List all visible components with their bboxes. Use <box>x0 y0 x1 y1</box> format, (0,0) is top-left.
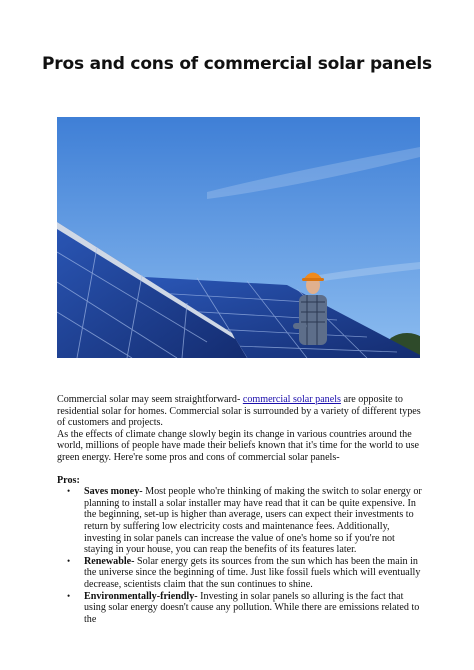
solar-panels-photo <box>57 117 420 358</box>
bullet-icon: • <box>67 590 71 601</box>
pro-term: Saves money- <box>84 486 143 498</box>
page-title: Pros and cons of commercial solar panels <box>42 54 432 74</box>
list-item <box>57 486 423 556</box>
pro-term: Environmentally-friendly- <box>84 590 198 602</box>
article-body <box>57 394 423 625</box>
commercial-solar-panels-link[interactable]: commercial solar panels <box>242 394 341 405</box>
pros-heading: Pros: <box>57 474 80 486</box>
climate-paragraph: As the effects of climate change slowly begin its change in various countries around the world, millions of people have made their beliefs known that it's time for the world to use green energy. Here're some pros and cons of commercial solar panels- <box>57 428 420 463</box>
pro-text: Most people who're thinking of making the switch to solar energy or planning to install a solar installer may have read that it can be quite expensive. In the beginning, set-up is higher than average, users can expect their investments to return by suffering low electricity costs and maintenance fees. Additionally, investing in solar panels can increase the value of one's home so if you're not staying in your house, you can reap the benefits of its features later. <box>84 486 422 556</box>
bullet-icon: • <box>67 555 71 566</box>
list-item <box>57 556 423 591</box>
pro-term: Renewable- <box>84 555 135 567</box>
pro-text: Investing in solar panels so alluring is the fact that using solar energy doesn't cause any pollution. While there are emissions related to the <box>84 590 420 625</box>
intro-paragraph: Commercial solar may seem straightforward- commercial solar panels are opposite to residential solar for homes. Commercial solar is surrounded by a variety of different types of customers and projects. <box>57 394 421 429</box>
pro-text: Solar energy gets its sources from the sun which has been the main in the universe since the beginning of time. Just like fossil fuels which will eventually decrease, scientists claim that the sun continues to shine. <box>84 555 421 590</box>
pros-list <box>57 486 423 625</box>
list-item <box>57 591 423 626</box>
bullet-icon: • <box>67 486 71 497</box>
